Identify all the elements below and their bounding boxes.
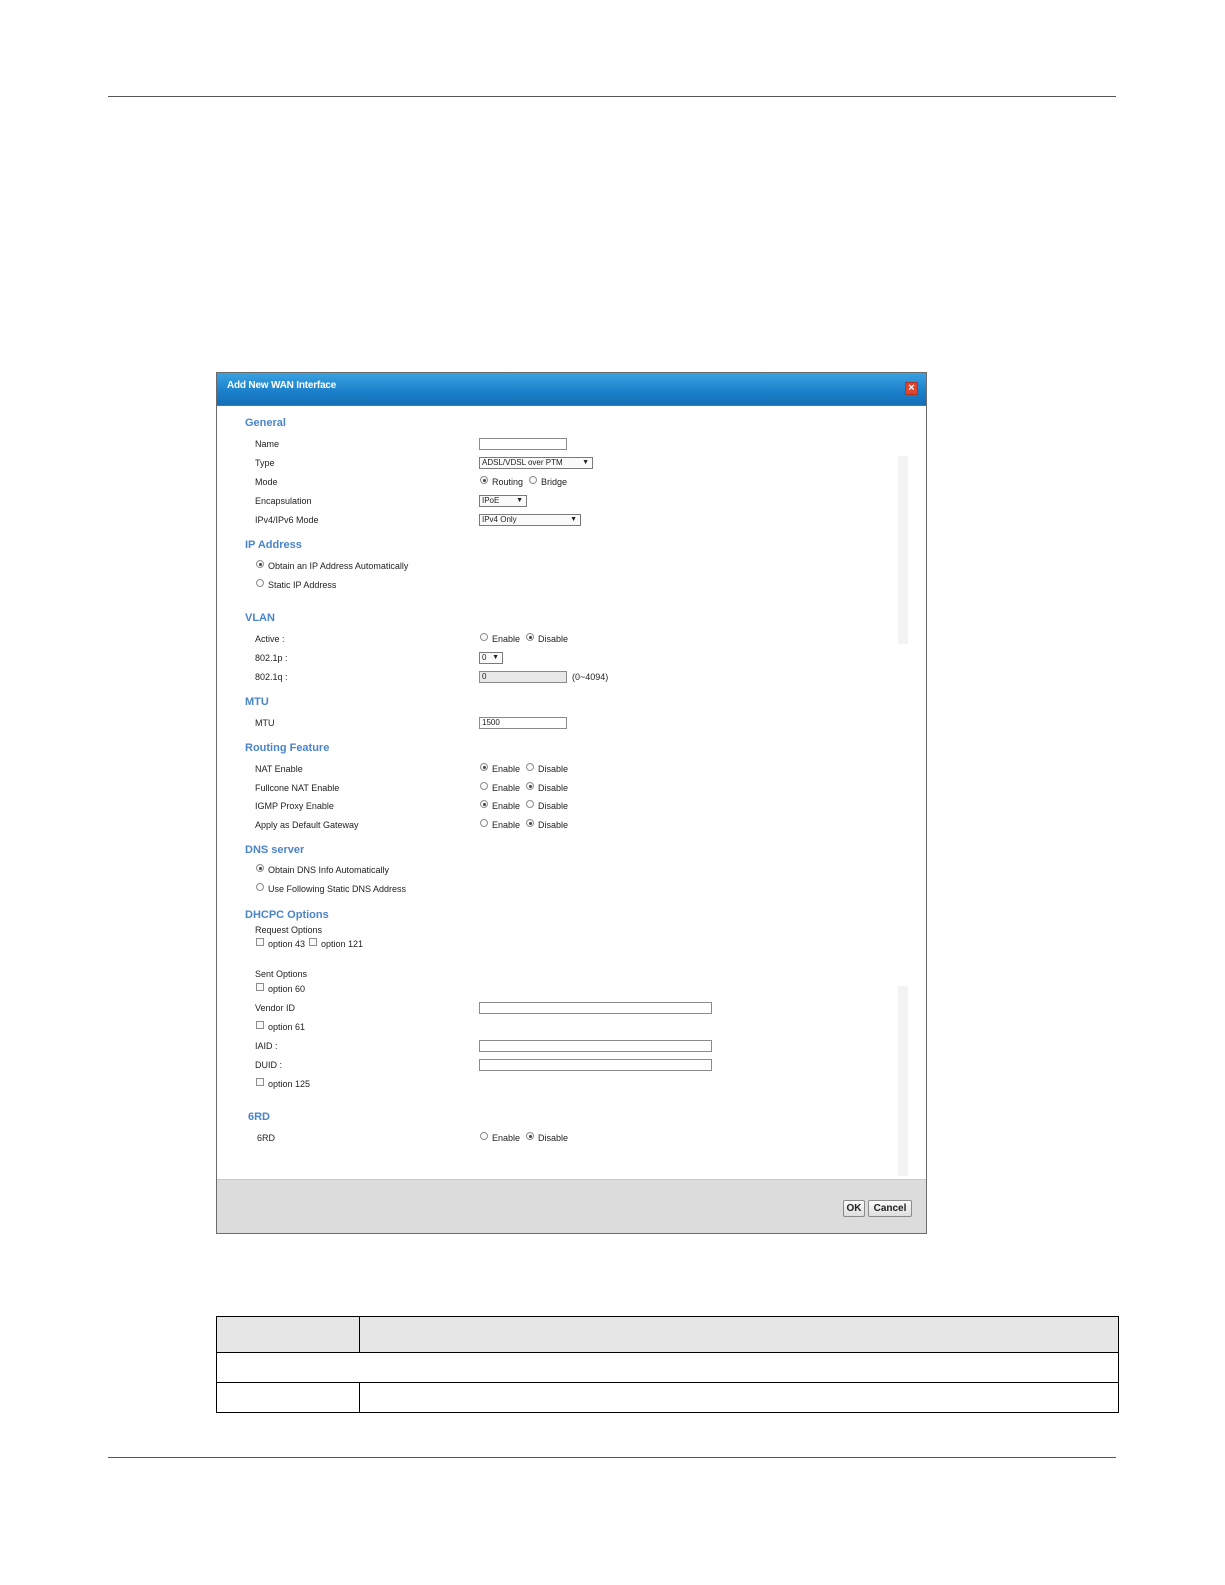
nat-enable-label: Enable bbox=[492, 764, 521, 774]
ip-mode-value: IPv4 Only bbox=[482, 515, 517, 524]
6rd-enable-radio[interactable] bbox=[480, 1132, 488, 1140]
option-43-label: option 43 bbox=[268, 939, 306, 949]
vlan-p-value: 0 bbox=[482, 653, 487, 662]
type-label: Type bbox=[255, 458, 275, 468]
mode-bridge-radio[interactable] bbox=[529, 476, 537, 484]
table-header-cell bbox=[360, 1317, 1119, 1353]
gateway-label: Apply as Default Gateway bbox=[255, 820, 359, 830]
vlan-enable-label: Enable bbox=[492, 634, 521, 644]
section-ip-address: IP Address bbox=[245, 539, 302, 551]
gateway-disable-label: Disable bbox=[538, 820, 569, 830]
ip-auto-label: Obtain an IP Address Automatically bbox=[268, 561, 409, 571]
option-60-label: option 60 bbox=[268, 984, 306, 994]
mode-routing-label: Routing bbox=[492, 477, 524, 487]
dns-auto-label: Obtain DNS Info Automatically bbox=[268, 865, 390, 875]
vlan-enable-radio[interactable] bbox=[480, 633, 488, 641]
igmp-disable-radio[interactable] bbox=[526, 800, 534, 808]
chevron-down-icon: ▼ bbox=[582, 459, 589, 466]
footer-rule bbox=[108, 1457, 1116, 1458]
6rd-disable-label: Disable bbox=[538, 1133, 569, 1143]
mode-bridge-label: Bridge bbox=[541, 477, 568, 487]
option-61-label: option 61 bbox=[268, 1022, 306, 1032]
nat-disable-radio[interactable] bbox=[526, 763, 534, 771]
igmp-enable-radio[interactable] bbox=[480, 800, 488, 808]
table-cell bbox=[217, 1383, 360, 1413]
nat-disable-label: Disable bbox=[538, 764, 569, 774]
header-rule bbox=[108, 96, 1116, 97]
ip-static-label: Static IP Address bbox=[268, 580, 337, 590]
table-header-cell bbox=[217, 1317, 360, 1353]
ip-mode-select[interactable] bbox=[479, 514, 581, 526]
encapsulation-value: IPoE bbox=[482, 496, 500, 505]
ok-button[interactable]: OK bbox=[843, 1200, 865, 1217]
section-routing-feature: Routing Feature bbox=[245, 742, 330, 754]
igmp-enable-label: Enable bbox=[492, 801, 521, 811]
section-dhcpc-options: DHCPC Options bbox=[245, 909, 329, 921]
option-125-checkbox[interactable] bbox=[256, 1078, 264, 1086]
type-select[interactable] bbox=[479, 457, 593, 469]
name-input[interactable] bbox=[479, 438, 567, 450]
fullcone-disable-radio[interactable] bbox=[526, 782, 534, 790]
chevron-down-icon: ▼ bbox=[570, 516, 577, 523]
dns-static-radio[interactable] bbox=[256, 883, 264, 891]
vlan-disable-label: Disable bbox=[538, 634, 569, 644]
option-121-label: option 121 bbox=[321, 939, 364, 949]
dialog-footer bbox=[217, 1179, 926, 1233]
dns-static-label: Use Following Static DNS Address bbox=[268, 884, 407, 894]
section-6rd: 6RD bbox=[248, 1111, 271, 1123]
duid-input[interactable] bbox=[479, 1059, 712, 1071]
table-header-row bbox=[217, 1317, 1119, 1353]
encapsulation-select[interactable] bbox=[479, 495, 527, 507]
vendor-id-label: Vendor ID bbox=[255, 1003, 296, 1013]
vertical-scrollbar-track[interactable] bbox=[898, 986, 908, 1176]
fullcone-label: Fullcone NAT Enable bbox=[255, 783, 340, 793]
table-row bbox=[217, 1353, 1119, 1383]
iaid-input[interactable] bbox=[479, 1040, 712, 1052]
table-cell bbox=[360, 1383, 1119, 1413]
fullcone-enable-radio[interactable] bbox=[480, 782, 488, 790]
option-61-checkbox[interactable] bbox=[256, 1021, 264, 1029]
duid-label: DUID : bbox=[255, 1060, 282, 1070]
vlan-q-label: 802.1q : bbox=[255, 672, 288, 682]
type-select-value: ADSL/VDSL over PTM bbox=[482, 458, 563, 467]
section-vlan: VLAN bbox=[245, 612, 275, 624]
sent-options-label: Sent Options bbox=[255, 969, 308, 979]
option-121-checkbox[interactable] bbox=[309, 938, 317, 946]
dialog-body bbox=[217, 406, 926, 1196]
mode-routing-radio[interactable] bbox=[480, 476, 488, 484]
chevron-down-icon: ▼ bbox=[516, 497, 523, 504]
encapsulation-label: Encapsulation bbox=[255, 496, 312, 506]
table-row bbox=[217, 1383, 1119, 1413]
vlan-q-input[interactable]: 0 bbox=[479, 671, 567, 683]
mode-label: Mode bbox=[255, 477, 278, 487]
vlan-disable-radio[interactable] bbox=[526, 633, 534, 641]
igmp-disable-label: Disable bbox=[538, 801, 569, 811]
option-43-checkbox[interactable] bbox=[256, 938, 264, 946]
gateway-enable-label: Enable bbox=[492, 820, 521, 830]
request-options-label: Request Options bbox=[255, 925, 323, 935]
ip-auto-radio[interactable] bbox=[256, 560, 264, 568]
ip-mode-label: IPv4/IPv6 Mode bbox=[255, 515, 319, 525]
vlan-p-select[interactable] bbox=[479, 652, 503, 664]
6rd-enable-label: Enable bbox=[492, 1133, 521, 1143]
dialog-title: Add New WAN Interface bbox=[227, 380, 337, 391]
close-icon[interactable]: × bbox=[905, 382, 918, 395]
vlan-active-label: Active : bbox=[255, 634, 285, 644]
vendor-id-input[interactable] bbox=[479, 1002, 712, 1014]
fullcone-disable-label: Disable bbox=[538, 783, 569, 793]
mtu-input[interactable]: 1500 bbox=[479, 717, 567, 729]
section-mtu: MTU bbox=[245, 696, 269, 708]
option-60-checkbox[interactable] bbox=[256, 983, 264, 991]
gateway-disable-radio[interactable] bbox=[526, 819, 534, 827]
dialog-title-bar bbox=[217, 373, 926, 406]
6rd-disable-radio[interactable] bbox=[526, 1132, 534, 1140]
iaid-label: IAID : bbox=[255, 1041, 278, 1051]
chevron-down-icon: ▼ bbox=[492, 654, 499, 661]
section-general: General bbox=[245, 417, 286, 429]
gateway-enable-radio[interactable] bbox=[480, 819, 488, 827]
add-wan-interface-dialog bbox=[216, 372, 927, 1234]
ip-static-radio[interactable] bbox=[256, 579, 264, 587]
dns-auto-radio[interactable] bbox=[256, 864, 264, 872]
vertical-scrollbar-track[interactable] bbox=[898, 456, 908, 644]
mtu-label: MTU bbox=[255, 718, 275, 728]
table-cell bbox=[217, 1353, 1119, 1383]
6rd-label: 6RD bbox=[257, 1133, 276, 1143]
description-table bbox=[216, 1316, 1119, 1413]
option-125-label: option 125 bbox=[268, 1079, 311, 1089]
nat-label: NAT Enable bbox=[255, 764, 303, 774]
vlan-p-label: 802.1p : bbox=[255, 653, 288, 663]
cancel-button[interactable]: Cancel bbox=[868, 1200, 912, 1217]
igmp-label: IGMP Proxy Enable bbox=[255, 801, 334, 811]
name-label: Name bbox=[255, 439, 280, 449]
vlan-q-range: (0~4094) bbox=[572, 672, 609, 682]
fullcone-enable-label: Enable bbox=[492, 783, 521, 793]
nat-enable-radio[interactable] bbox=[480, 763, 488, 771]
section-dns-server: DNS server bbox=[245, 844, 305, 856]
